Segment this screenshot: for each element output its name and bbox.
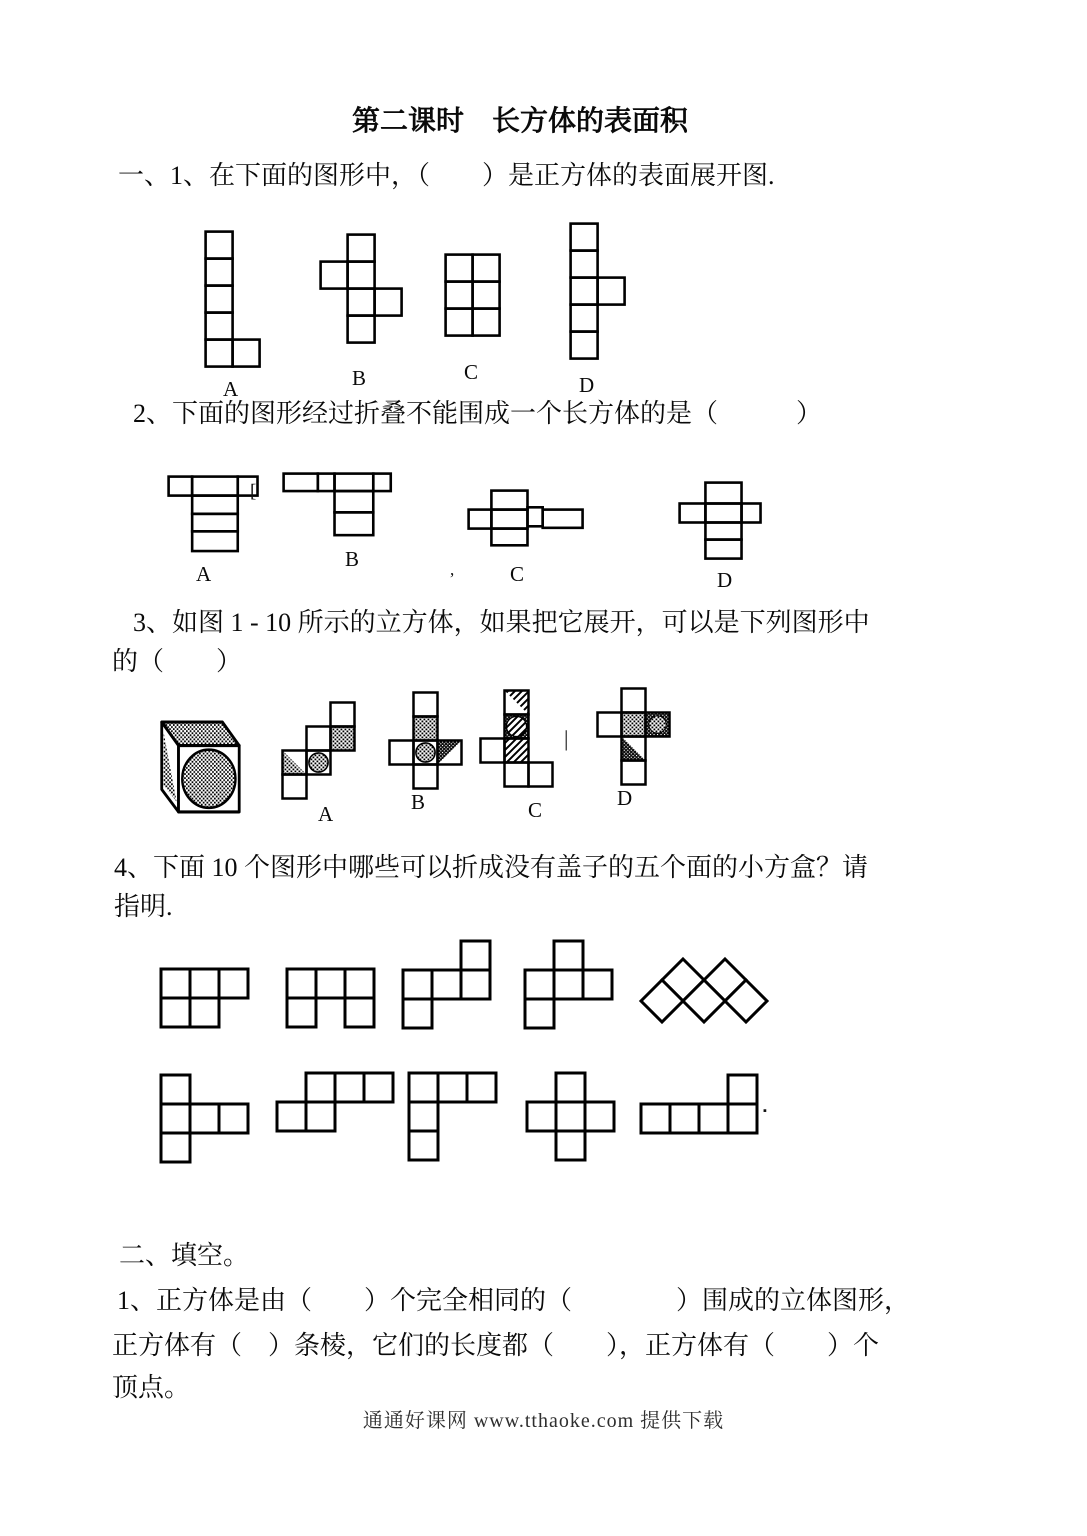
q3-net-c-svg [478,688,555,789]
q4-net-3-svg [400,938,493,1031]
q3-net-c [478,688,555,822]
question-3-text-line2: 的（ ） [112,647,243,676]
figure-label-d: D [579,373,595,397]
figure-label-a: A [223,377,239,401]
q4-net-8-svg [406,1070,499,1163]
figure-label-b: B [345,547,360,571]
q2-net-d [677,480,763,592]
q2-net-b [281,471,393,571]
q1-net-d-svg [568,221,627,361]
figure-label-c: C [510,562,525,586]
q4-net-8 [406,1070,499,1163]
figure-label-b: B [352,366,367,390]
q4-net-6 [158,1072,251,1165]
q4-net-7 [274,1070,396,1134]
q4-net-9 [524,1070,617,1163]
q1-net-b-svg [318,232,404,345]
page-title: 第二课时 长方体的表面积 [351,106,688,137]
q4-net-10-svg [638,1072,760,1136]
q4-net-6-svg [158,1072,251,1165]
footer-text: 通通好课网 www.tthaoke.com 提供下载 [362,1410,725,1432]
q4-net-1-svg [158,966,251,1030]
figure-label-d: D [617,786,633,810]
q4-net-2-svg [284,966,377,1030]
q1-net-b [318,232,404,390]
q1-net-c-svg [443,252,502,338]
q2-net-d-svg [677,480,763,561]
question-4-text-line2: 指明. [114,892,173,921]
q2-net-b-svg [281,471,393,538]
fill-blank-line2: 正方体有（ ）条棱，它们的长度都（ ），正方体有（ ）个 [112,1331,880,1360]
q1-net-d [568,221,627,397]
scan-artifact-tick: | [564,726,569,751]
figure-label-c: C [464,360,479,384]
q4-net-9-svg [524,1070,617,1163]
q1-net-a-svg [203,229,262,369]
question-2-text: 2、下面的图形经过折叠不能围成一个长方体的是（ ） [133,399,823,428]
q3-net-d-svg [595,686,672,787]
q4-net-10 [638,1072,760,1136]
q3-net-b [387,690,464,814]
question-3-text-line1: 3、如图 1 - 10 所示的立方体，如果把它展开，可以是下列图形中 [133,608,870,637]
question-4-text-line1: 4、下面 10 个图形中哪些可以折成没有盖子的五个面的小方盒？请 [114,853,869,882]
figure-label-a: A [196,562,212,586]
q3-net-b-svg [387,690,464,791]
q4-net-5 [638,956,770,1025]
scan-artifact-bracket: [ [250,481,257,502]
section-2-heading: 二、填空。 [119,1241,250,1270]
q1-net-a [203,229,262,401]
q4-net-7-svg [274,1070,396,1134]
q2-net-a [166,474,260,586]
q1-net-c [443,252,502,384]
q4-net-3 [400,938,493,1031]
q2-net-c-svg [466,488,585,548]
q2-net-c [466,488,585,586]
scan-artifact-comma: , [450,560,455,579]
q3-cube-figure [158,718,242,816]
fill-blank-line3: 顶点。 [112,1373,191,1402]
q4-net-1 [158,966,251,1030]
q4-net-4-svg [522,938,615,1031]
q4-net-5-svg [638,956,770,1025]
figure-label-b: B [411,790,426,814]
figure-label-a: A [318,802,334,826]
q3-net-d [595,686,672,810]
q3-cube-figure-svg [158,718,242,816]
question-1-text: 一、1、在下面的图形中，（ ）是正方体的表面展开图. [118,161,775,190]
fill-blank-line1: 1、正方体是由（ ）个完全相同的（ ）围成的立体图形， [117,1286,911,1315]
scan-artifact-speck: ▪ [763,1105,767,1117]
q2-net-a-svg [166,474,260,554]
q3-net-a-svg [280,700,357,801]
figure-label-d: D [717,568,733,592]
figure-label-c: C [528,798,543,822]
q4-net-4 [522,938,615,1031]
q3-net-a [280,700,357,826]
q4-net-2 [284,966,377,1030]
